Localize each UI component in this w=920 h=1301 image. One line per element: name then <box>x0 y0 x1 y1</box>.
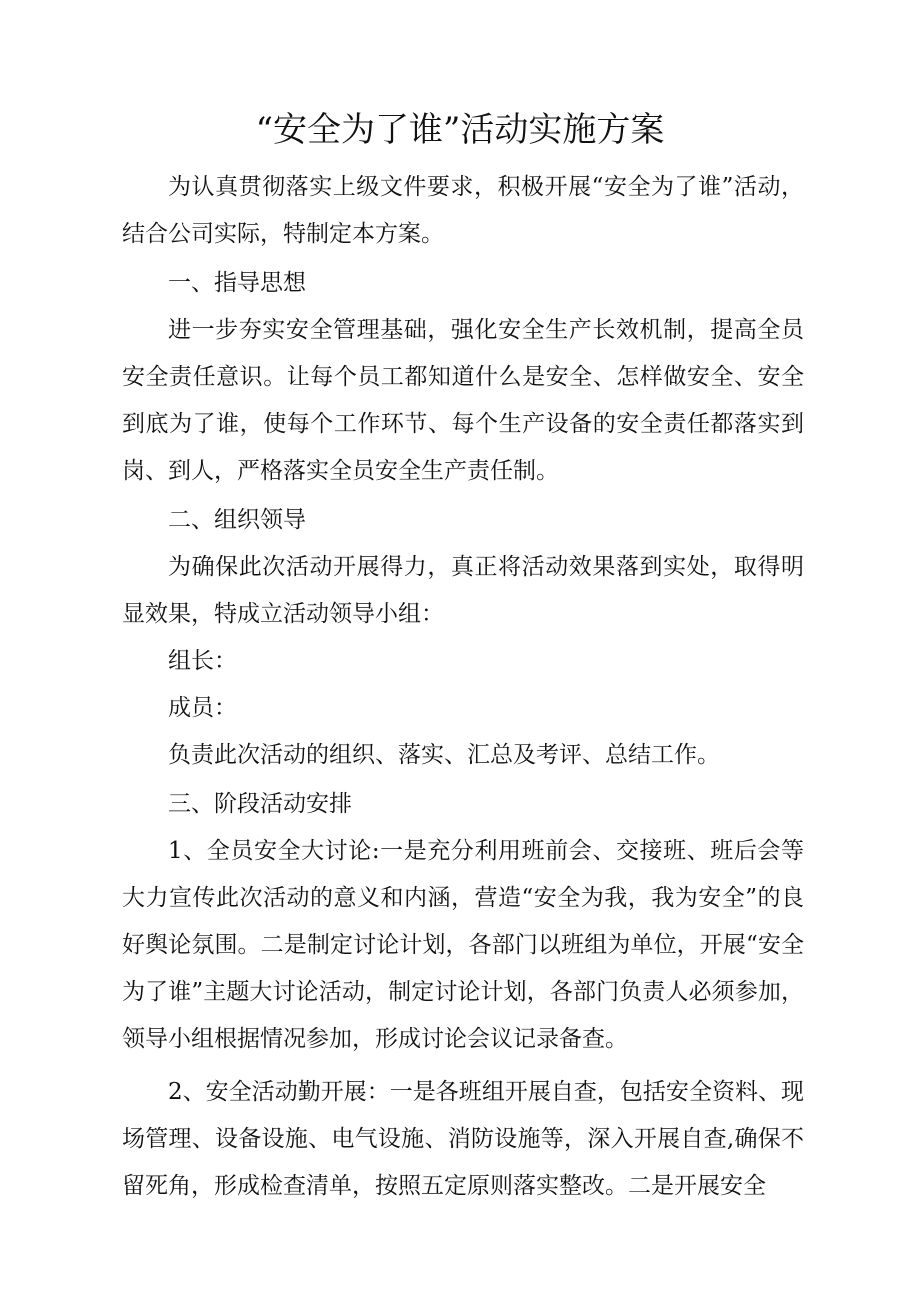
members-line: 成员： <box>168 695 237 721</box>
section-heading-guiding-ideology: 一、指导思想 <box>168 270 306 296</box>
document-title: “安全为了谁”活动实施方案 <box>255 110 665 150</box>
guiding-ideology-paragraph: 进一步夯实安全管理基础，强化安全生产长效机制，提高全员安全责任意识。让每个员工都知道什么是安全、怎样做安全、安全到底为了谁，使每个工作环节、每个生产设备的安全责任都落实到岗、到人，严格落实全员安全生产责任制。 <box>122 317 804 484</box>
intro-paragraph: 为认真贯彻落实上级文件要求，积极开展“安全为了谁”活动，结合公司实际，特制定本方案。 <box>122 174 804 247</box>
activity-item-1: 1、全员安全大讨论:一是充分利用班前会、交接班、班后会等大力宣传此次活动的意义和内涵，营造“安全为我，我为安全”的良好舆论氛围。二是制定讨论计划，各部门以班组为单位，开展“安全为了谁”主题大讨论活动，制定讨论计划，各部门负责人必须参加，领导小组根据情况参加，形成讨论会议记录备查。 <box>122 838 804 1052</box>
section-heading-organization: 二、组织领导 <box>168 507 306 533</box>
activity-item-2: 2、安全活动勤开展：一是各班组开展自查，包括安全资料、现场管理、设备设施、电气设施、消防设施等，深入开展自查,确保不留死角，形成检查清单，按照五定原则落实整改。二是开展安全 <box>122 1079 804 1199</box>
leader-line: 组长： <box>168 648 237 674</box>
organization-paragraph: 为确保此次活动开展得力，真正将活动效果落到实处，取得明显效果，特成立活动领导小组： <box>122 554 804 627</box>
document-body <box>122 164 804 1210</box>
section-heading-activity-schedule: 三、阶段活动安排 <box>168 791 352 817</box>
responsibility-paragraph: 负责此次活动的组织、落实、汇总及考评、总结工作。 <box>168 742 720 768</box>
